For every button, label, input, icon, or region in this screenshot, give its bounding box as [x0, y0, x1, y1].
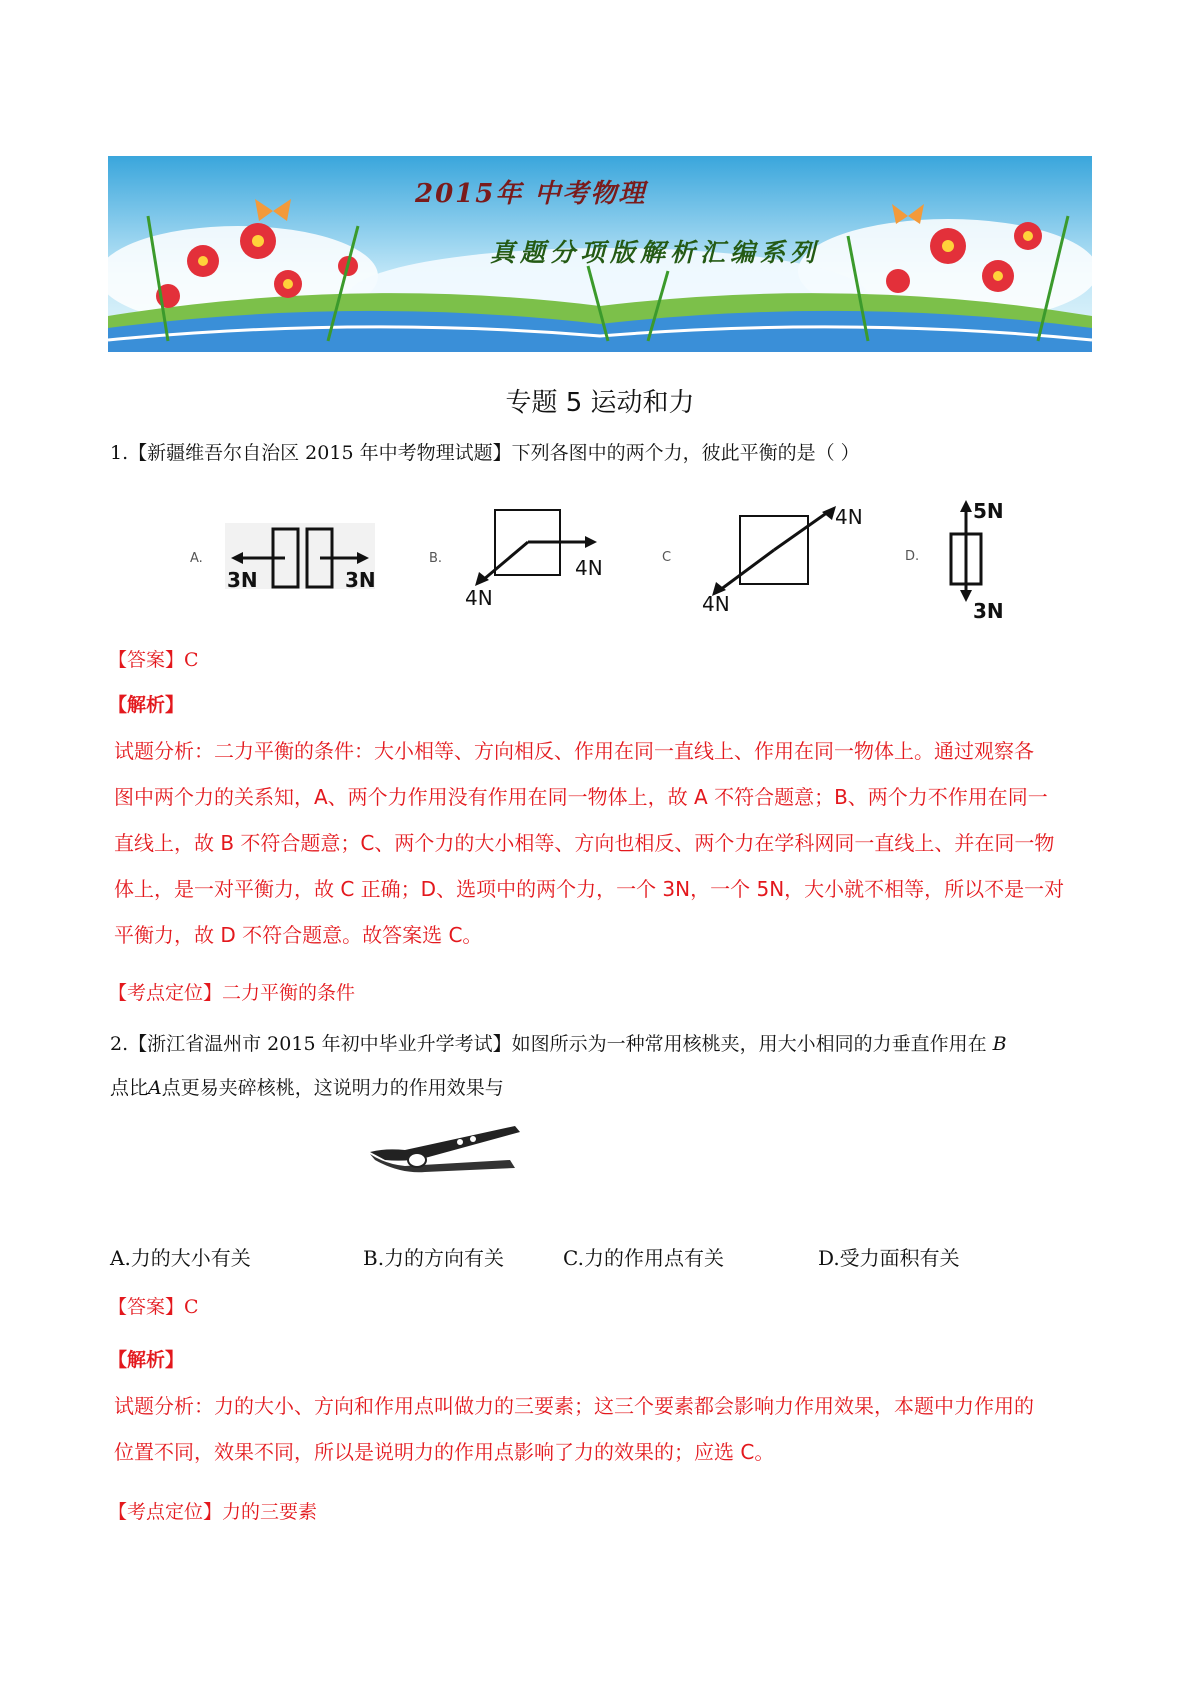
figure-a-label: A. [190, 551, 203, 566]
question-stem-part3: 点更易夹碎核桃，这说明力的作用效果与 [161, 1077, 504, 1099]
question-number: 2. [110, 1033, 129, 1055]
point-tag: 【考点定位】 [108, 1501, 223, 1523]
point-b-variable: B [992, 1033, 1007, 1055]
question-stem: 下列各图中的两个力，彼此平衡的是（ ） [511, 442, 860, 464]
figure-c-label: C [662, 550, 672, 565]
answer-tag: 【答案】 [108, 649, 185, 671]
q2-analysis [114, 1383, 1104, 1475]
point-tag: 【考点定位】 [108, 982, 223, 1004]
figure-a-right-force: 3N [345, 568, 376, 592]
banner-title-line1: 2015年 中考物理 [415, 179, 647, 209]
page-title: 专题 5 运动和力 [505, 388, 695, 418]
point-a-variable: A [148, 1077, 162, 1099]
q2-answer [108, 1292, 199, 1319]
figure-d-force-up: 5N [973, 499, 1004, 523]
point-value: 力的三要素 [222, 1501, 318, 1523]
analysis-line: 平衡力，故 D 不符合题意。故答案选 C。 [114, 923, 483, 947]
figure-c-force-1: 4N [702, 592, 730, 616]
q1-analysis [114, 728, 1104, 958]
question-number: 1. [110, 442, 129, 464]
q2-analysis-tag: 【解析】 [108, 1349, 185, 1371]
choice-a: A.力的大小有关 [110, 1246, 251, 1270]
analysis-line: 试题分析：二力平衡的条件：大小相等、方向相反、作用在同一直线上、作用在同一物体上。通过观察各 [114, 739, 1034, 763]
choice-b: B.力的方向有关 [363, 1246, 505, 1270]
analysis-line: 位置不同，效果不同，所以是说明力的作用点影响了力的效果的；应选 C。 [114, 1440, 775, 1464]
analysis-line: 试题分析：力的大小、方向和作用点叫做力的三要素；这三个要素都会影响力作用效果，本题中力作用的 [114, 1394, 1034, 1418]
question-stem-part1: 如图所示为一种常用核桃夹，用大小相同的力垂直作用在 [511, 1033, 987, 1055]
q1-analysis-tag: 【解析】 [108, 694, 185, 716]
figure-d-label: D. [905, 549, 920, 564]
figure-c-force-2: 4N [835, 505, 863, 529]
point-value: 二力平衡的条件 [222, 982, 356, 1004]
question-stem-part2: 点比 [110, 1077, 149, 1099]
choice-d: D.受力面积有关 [818, 1246, 960, 1270]
figure-b-force-1: 4N [465, 586, 493, 610]
question-source: 【新疆维吾尔自治区 2015 年中考物理试题】 [128, 442, 512, 464]
figure-option-d [895, 494, 1035, 624]
analysis-line: 图中两个力的关系知，A、两个力作用没有作用在同一物体上，故 A 不符合题意；B、两个力不作用在同一 [114, 785, 1048, 809]
nutcracker-image [365, 1120, 525, 1185]
banner-title-line2: 真题分项版解析汇编系列 [490, 238, 821, 267]
analysis-line: 直线上，故 B 不符合题意；C、两个力的大小相等、方向也相反、两个力在学科网同一直线上、并在同一物 [114, 831, 1055, 855]
figure-a-left-force: 3N [227, 568, 258, 592]
choice-c: C.力的作用点有关 [563, 1246, 724, 1270]
figure-option-b [425, 500, 625, 615]
answer-tag: 【答案】 [108, 1296, 185, 1318]
q2-point [108, 1497, 317, 1524]
figure-b-force-2: 4N [575, 556, 603, 580]
analysis-line: 体上，是一对平衡力，故 C 正确；D、选项中的两个力，一个 3N，一个 5N，大小就不相等，所以不是一对 [114, 877, 1065, 901]
figure-option-c [660, 498, 880, 618]
figure-d-force-down: 3N [973, 599, 1004, 623]
question-2 [110, 1022, 1100, 1110]
answer-value: C [184, 649, 199, 671]
question-1 [110, 438, 1100, 468]
figure-b-label: B. [429, 551, 443, 566]
q1-answer [108, 645, 199, 672]
figure-option-a [185, 515, 395, 595]
answer-value: C [184, 1296, 199, 1318]
question-source: 【浙江省温州市 2015 年初中毕业升学考试】 [128, 1033, 512, 1055]
q1-point [108, 978, 355, 1005]
